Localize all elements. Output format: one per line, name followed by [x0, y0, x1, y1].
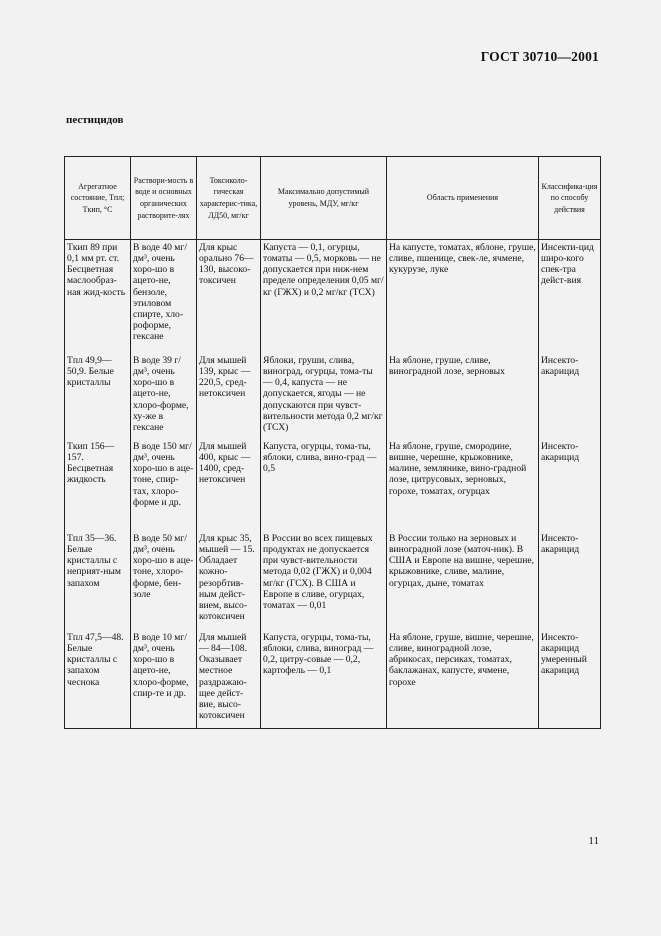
cell-state: Tпл 47,5—48. Белые кристаллы с запахом чеснока	[65, 630, 131, 729]
cell-state: Tпл 35—36. Белые кристаллы с неприят-ным запахом	[65, 531, 131, 630]
column-header-classification: Классифика-ция по способу действия	[539, 157, 601, 240]
column-header-state: Агрегатное состояние, Tпл; Tкип, °С	[65, 157, 131, 240]
cell-solubility: В воде 40 мг/дм³, очень хоро-шо в ацето-не, бензоле, этиловом спирте, хло-роформе, гексане	[131, 240, 197, 354]
cell-classification: Инсекто-акарицид умеренный акарицид	[539, 630, 601, 729]
cell-mdu: Яблоки, груши, слива, виноград, огурцы, тома-ты — 0,4, капуста — не допускается, ягоды — не допускаются при чувст-вительности метода 0,2 мг/кг (ТСХ)	[261, 353, 387, 439]
page-number: 11	[588, 835, 599, 847]
cell-solubility: В воде 150 мг/дм³, очень хоро-шо в аце-тоне, спир-тах, хлоро-форме и др.	[131, 439, 197, 531]
cell-application: На яблоне, груше, смородине, вишне, черешне, крыжовнике, малине, землянике, вино-градной лозе, цитрусовых, зерновых, горохе, томатах, огурцах	[387, 439, 539, 531]
table-row	[65, 439, 601, 531]
cell-mdu: В России во всех пищевых продуктах не допускается при чувст-вительности метода 0,02 (ГЖХ) и 0,004 мг/кг (ГСХ). В США и Европе в сливе, огурцах, томатах — 0,01	[261, 531, 387, 630]
cell-state: Tкип 89 при 0,1 мм рт. ст. Бесцветная маслообраз-ная жид-кость	[65, 240, 131, 354]
cell-toxicity: Для мышей 139, крыс — 220,5, сред-нетоксичен	[197, 353, 261, 439]
section-title: пестицидов	[66, 114, 124, 126]
cell-toxicity: Для крыс 35, мышей — 15. Обладает кожно-резорбтив-ным дейст-вием, высо-котоксичен	[197, 531, 261, 630]
cell-application: На яблоне, груше, вишне, черешне, сливе, виноградной лозе, абрикосах, персиках, томатах, баклажанах, капусте, ячмене, горохе	[387, 630, 539, 729]
column-header-mdu: Максимально допустимый уровень, МДУ, мг/кг	[261, 157, 387, 240]
table-row	[65, 630, 601, 729]
table-header-row	[65, 157, 601, 240]
pesticide-table	[64, 156, 601, 729]
column-header-toxicity: Токсиколо-гическая характерис-тика, ЛД50, мг/кг	[197, 157, 261, 240]
cell-state: Tкип 156—157. Бесцветная жидкость	[65, 439, 131, 531]
table-row	[65, 531, 601, 630]
cell-classification: Инсекто-акарицид	[539, 439, 601, 531]
document-code: ГОСТ 30710—2001	[480, 49, 599, 64]
cell-toxicity: Для мышей — 84—108. Оказывает местное раздражаю-щее дейст-вие, высо-котоксичен	[197, 630, 261, 729]
cell-application: В России только на зерновых и виноградной лозе (маточ-ник). В США и Европе на вишне, черешне, крыжовнике, сливе, малине, огурцах, дыне, томатах	[387, 531, 539, 630]
cell-mdu: Капуста — 0,1, огурцы, томаты — 0,5, морковь — не допускается при ниж-нем пределе определения 0,05 мг/кг (ГЖХ) и 0,2 мг/кг (ТСХ)	[261, 240, 387, 354]
cell-mdu: Капуста, огурцы, тома-ты, яблоки, слива, виноград — 0,2, цитру-совые — 0,2, картофель — 0,1	[261, 630, 387, 729]
cell-classification: Инсекти-цид широ-кого спек-тра дейст-вия	[539, 240, 601, 354]
cell-classification: Инсекто-акарицид	[539, 353, 601, 439]
cell-solubility: В воде 39 г/дм³, очень хоро-шо в ацето-не, хлоро-форме, ху-же в гексане	[131, 353, 197, 439]
cell-toxicity: Для мышей 400, крыс — 1400, сред-нетоксичен	[197, 439, 261, 531]
cell-toxicity: Для крыс орально 76—130, высоко-токсичен	[197, 240, 261, 354]
cell-solubility: В воде 10 мг/дм³, очень хоро-шо в ацето-не, хлоро-форме, спир-те и др.	[131, 630, 197, 729]
cell-mdu: Капуста, огурцы, тома-ты, яблоки, слива, вино-град — 0,5	[261, 439, 387, 531]
table-row	[65, 240, 601, 354]
column-header-application: Область применения	[387, 157, 539, 240]
cell-solubility: В воде 50 мг/дм³, очень хоро-шо в аце-тоне, хлоро-форме, бен-золе	[131, 531, 197, 630]
cell-classification: Инсекто-акарицид	[539, 531, 601, 630]
cell-application: На капусте, томатах, яблоне, груше, сливе, пшенице, свек-ле, ячмене, кукурузе, луке	[387, 240, 539, 354]
cell-state: Tпл 49,9—50,9. Белые кристаллы	[65, 353, 131, 439]
column-header-solubility: Раствори-мость в воде и основных органических растворите-лях	[131, 157, 197, 240]
table-row	[65, 353, 601, 439]
cell-application: На яблоне, груше, сливе, виноградной лозе, зерновых	[387, 353, 539, 439]
